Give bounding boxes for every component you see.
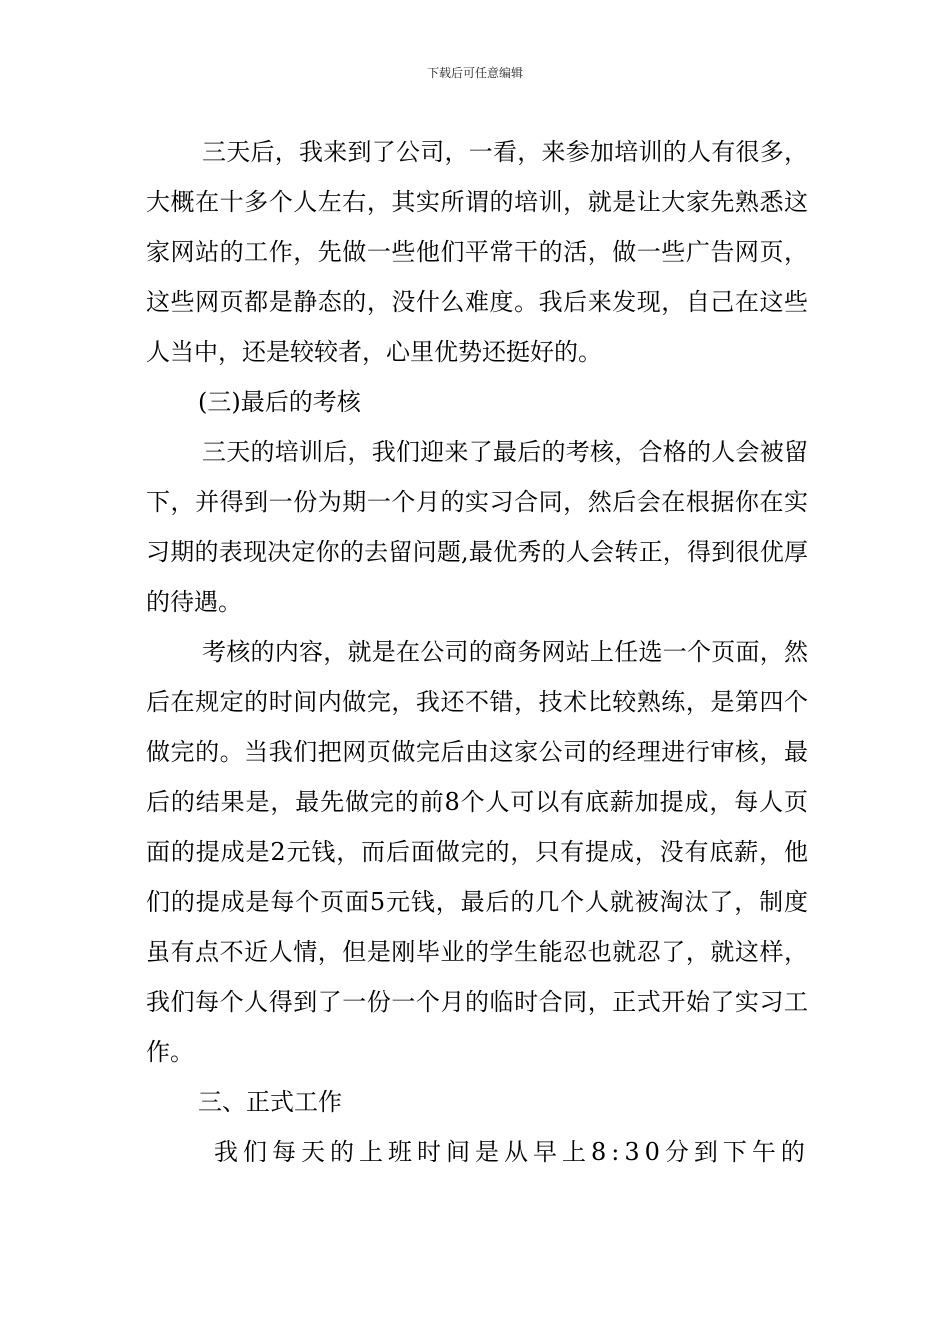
section-heading-final-assessment: (三)最后的考核 <box>198 388 361 416</box>
document-body <box>146 127 808 1177</box>
page-header: 下载后可任意编辑 <box>426 66 523 80</box>
paragraph-working-hours: 我们每天的上班时间是从早上8:30分到下午的 <box>214 1138 810 1166</box>
section-heading-formal-work: 三、正式工作 <box>198 1088 342 1116</box>
paragraph-assessment-intro: 三天的培训后，我们迎来了最后的考核，合格的人会被留下，并得到一份为期一个月的实习合同，然后会在根据你在实习期的表现决定你的去留问题,最优秀的人会转正，得到很优厚的待遇。 <box>146 438 808 616</box>
paragraph-assessment-content: 考核的内容，就是在公司的商务网站上任选一个页面，然后在规定的时间内做完，我还不错，技术比较熟练，是第四个做完的。当我们把网页做完后由这家公司的经理进行审核，最后的结果是，最先做完的前8个人可以有底薪加提成，每人页面的提成是2元钱，而后面做完的，只有提成，没有底薪，他们的提成是每个页面5元钱，最后的几个人就被淘汰了，制度虽有点不近人情，但是刚毕业的学生能忍也就忍了，就这样，我们每个人得到了一份一个月的临时合同，正式开始了实习工作。 <box>146 638 808 1066</box>
paragraph-arrival-training: 三天后，我来到了公司，一看，来参加培训的人有很多，大概在十多个人左右，其实所谓的培训，就是让大家先熟悉这家网站的工作，先做一些他们平常干的活，做一些广告网页，这些网页都是静态的，没什么难度。我后来发现，自己在这些人当中，还是较较者，心里优势还挺好的。 <box>146 138 808 366</box>
